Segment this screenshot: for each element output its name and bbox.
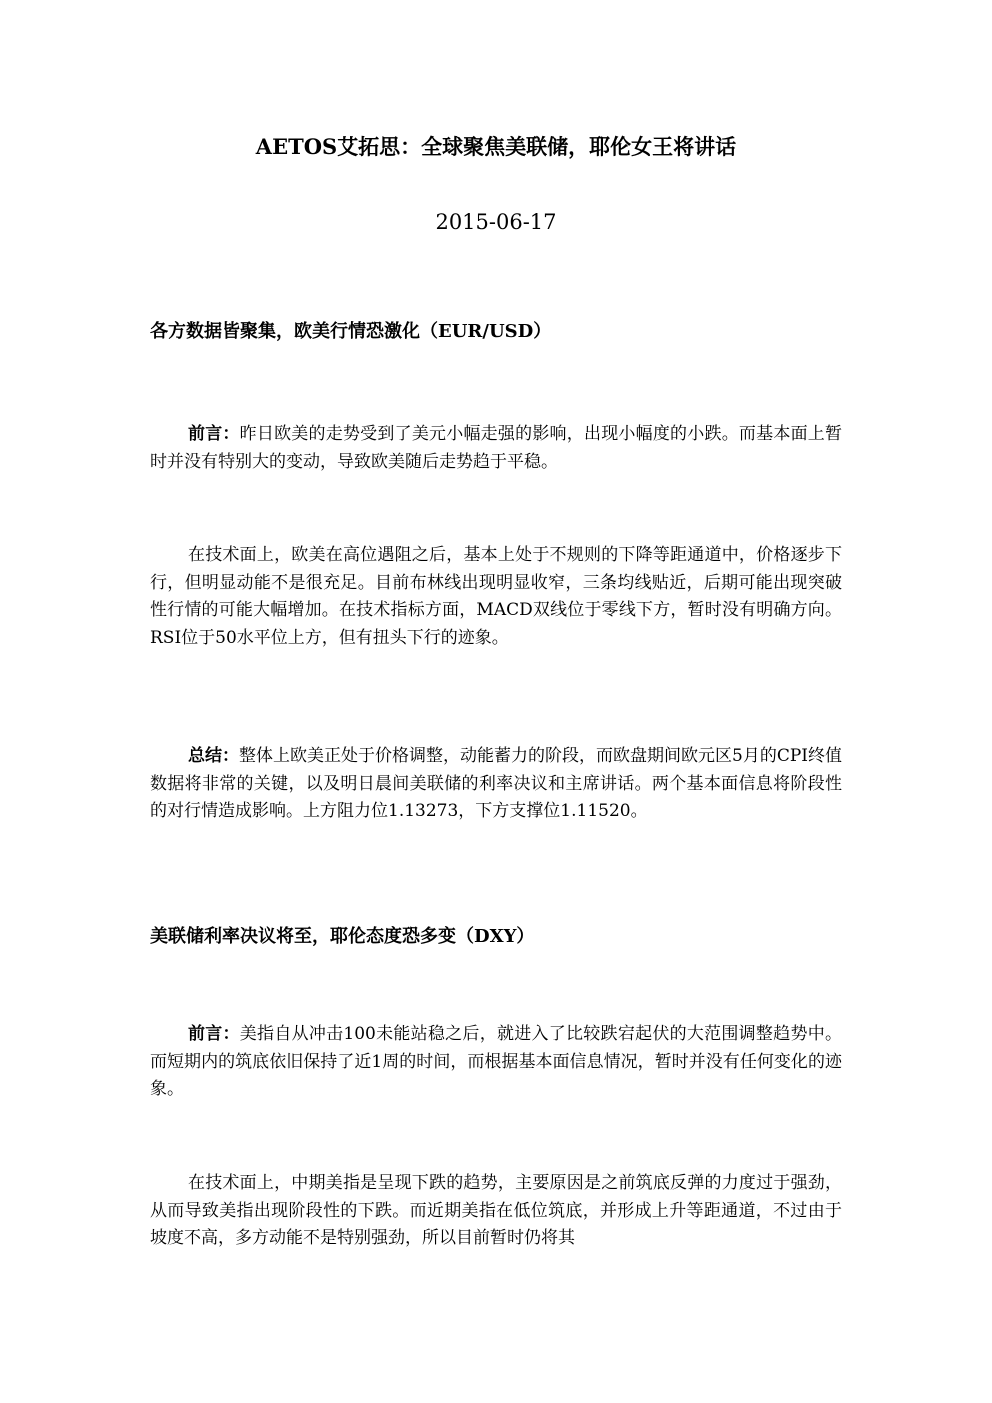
paragraph-dxy-technical xyxy=(150,1170,842,1253)
paragraph-lead: 前言： xyxy=(188,1024,240,1044)
paragraph-text: 在技术面上，欧美在高位遇阻之后，基本上处于不规则的下降等距通道中，价格逐步下行，但明显动能不是很充足。目前布林线出现明显收窄，三条均线贴近，后期可能出现突破性行情的可能大幅增加。在技术指标方面，MACD双线位于零线下方，暂时没有明确方向。RSI位于50水平位上方，但有扭头下行的迹象。 xyxy=(150,545,842,648)
document-date: 2015-06-17 xyxy=(435,210,557,234)
paragraph-eurusd-summary xyxy=(150,743,842,826)
paragraph-text: 整体上欧美正处于价格调整，动能蓄力的阶段，而欧盘期间欧元区5月的CPI终值数据将非常的关键，以及明日晨间美联储的利率决议和主席讲话。两个基本面信息将阶段性的对行情造成影响。上方阻力位1.13273，下方支撑位1.11520。 xyxy=(150,746,843,822)
paragraph-text: 昨日欧美的走势受到了美元小幅走强的影响，出现小幅度的小跌。而基本面上暂时并没有特别大的变动，导致欧美随后走势趋于平稳。 xyxy=(150,424,843,472)
paragraph-eurusd-technical xyxy=(150,542,842,652)
paragraph-text: 在技术面上，中期美指是呈现下跌的趋势，主要原因是之前筑底反弹的力度过于强劲，从而导致美指出现阶段性的下跌。而近期美指在低位筑底，并形成上升等距通道，不过由于坡度不高，多方动能不是特别强劲，所以目前暂时仍将其 xyxy=(150,1173,842,1249)
document-title: AETOS艾拓思：全球聚焦美联储，耶伦女王将讲话 xyxy=(255,134,737,159)
section-heading-dxy: 美联储利率决议将至，耶伦态度恐多变（DXY） xyxy=(150,926,535,947)
paragraph-lead: 前言： xyxy=(188,424,240,444)
paragraph-lead: 总结： xyxy=(188,746,240,766)
paragraph-eurusd-intro xyxy=(150,421,842,476)
paragraph-text: 美指自从冲击100未能站稳之后，就进入了比较跌宕起伏的大范围调整趋势中。而短期内的筑底依旧保持了近1周的时间，而根据基本面信息情况，暂时并没有任何变化的迹象。 xyxy=(150,1024,842,1100)
paragraph-dxy-intro xyxy=(150,1021,842,1104)
section-heading-eurusd: 各方数据皆聚集，欧美行情恐激化（EUR/USD） xyxy=(150,321,552,342)
